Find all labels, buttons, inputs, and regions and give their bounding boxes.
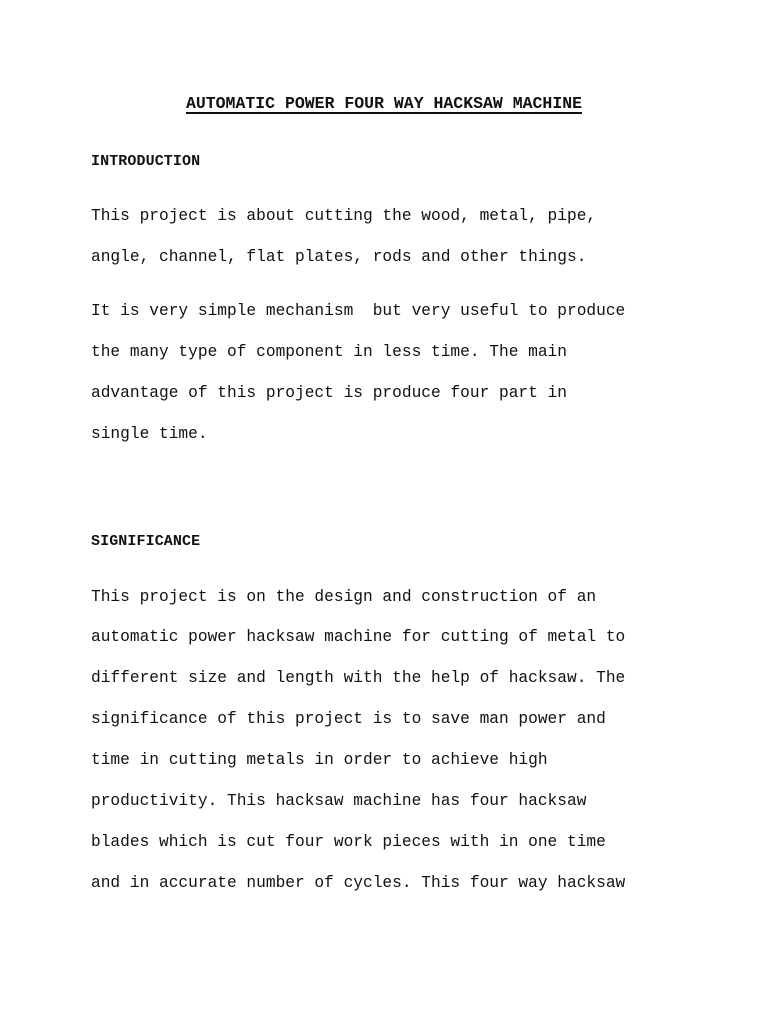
paragraph-line: time in cutting metals in order to achieve high: [91, 751, 548, 769]
paragraph-line: This project is on the design and construction of an: [91, 588, 597, 606]
section-heading-introduction: INTRODUCTION: [91, 153, 201, 170]
paragraph-line: automatic power hacksaw machine for cutting of metal to: [91, 628, 626, 646]
paragraph-line: This project is about cutting the wood, metal, pipe,: [91, 207, 597, 225]
paragraph-line: advantage of this project is produce four part in: [91, 384, 567, 402]
paragraph-line: angle, channel, flat plates, rods and other things.: [91, 248, 587, 266]
paragraph-line: different size and length with the help of hacksaw. The: [91, 669, 626, 687]
paragraph-line: single time.: [91, 425, 208, 443]
section-heading-significance: SIGNIFICANCE: [91, 533, 201, 550]
document-title: [0, 92, 768, 116]
paragraph-line: significance of this project is to save man power and: [91, 710, 606, 728]
paragraph-line: the many type of component in less time. The main: [91, 343, 567, 361]
paragraph-line: productivity. This hacksaw machine has four hacksaw: [91, 792, 587, 810]
document-title-text: AUTOMATIC POWER FOUR WAY HACKSAW MACHINE: [185, 94, 583, 113]
paragraph-line: blades which is cut four work pieces with in one time: [91, 833, 606, 851]
paragraph-line: and in accurate number of cycles. This four way hacksaw: [91, 874, 626, 892]
paragraph-line: It is very simple mechanism but very useful to produce: [91, 302, 626, 320]
